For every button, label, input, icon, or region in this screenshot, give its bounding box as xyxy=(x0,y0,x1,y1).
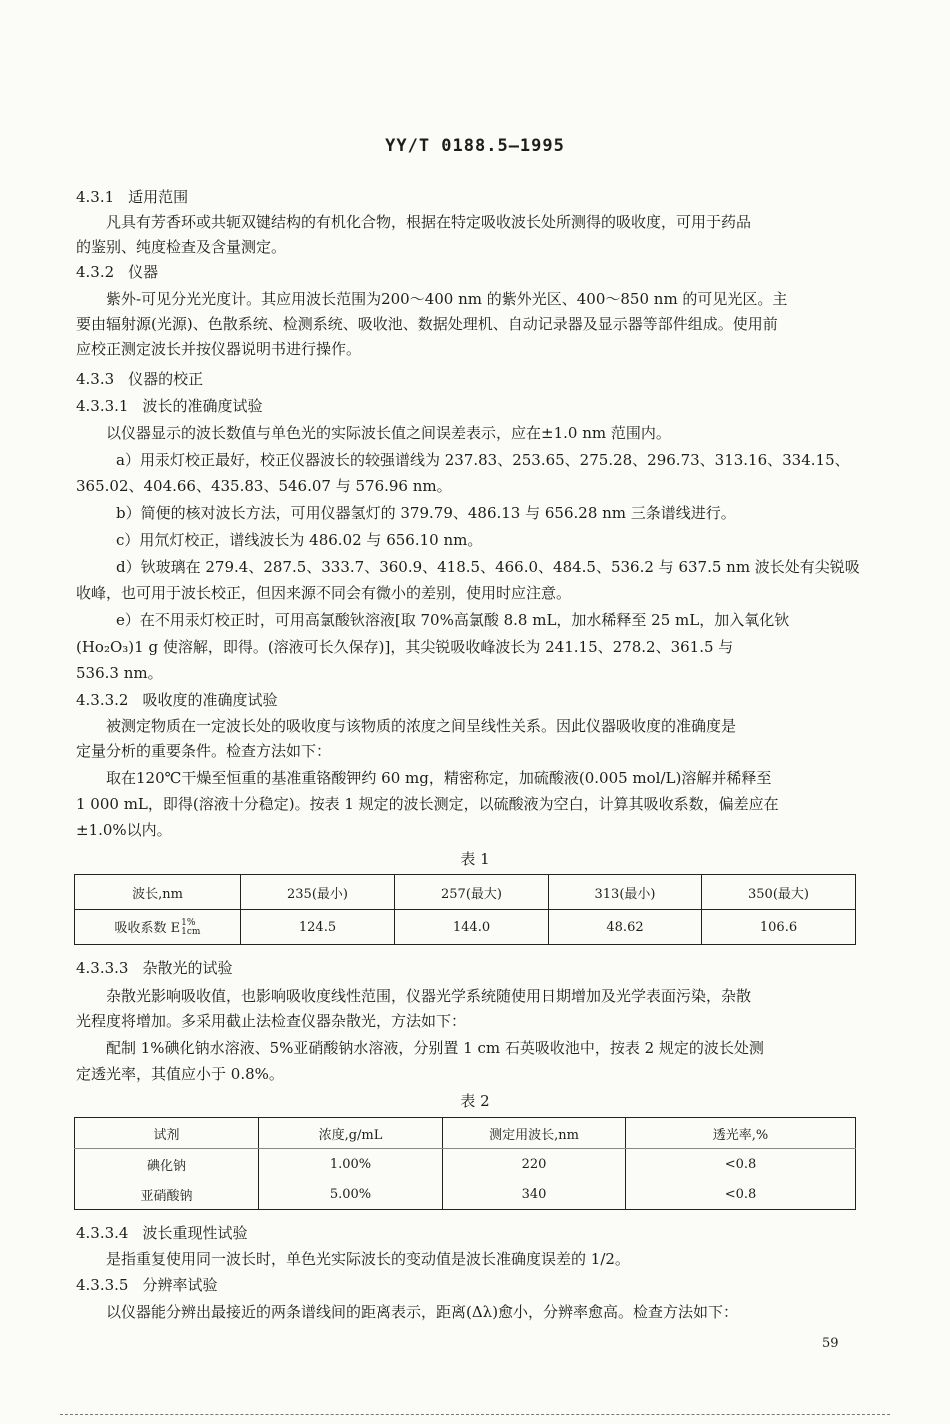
paragraph-line: 杂散光影响吸收值，也影响吸收度线性范围，仪器光学系统随使用日期增加及光学表面污染，杂散 xyxy=(106,987,752,1005)
paragraph-line: 取在120℃干燥至恒重的基准重铬酸钾约 60 mg，精密称定，加硫酸液(0.005 mol/L)溶解并稀释至 xyxy=(106,769,772,787)
table-header: 测定用波长,nm xyxy=(443,1118,626,1149)
paragraph-line: 定量分析的重要条件。检查方法如下： xyxy=(76,742,332,760)
section-heading: 4.3.2 仪器 xyxy=(76,263,159,281)
table-cell: 亚硝酸钠 xyxy=(75,1179,259,1210)
section-heading: 4.3.1 适用范围 xyxy=(76,188,189,206)
paragraph-line: 以仪器能分辨出最接近的两条谱线间的距离表示，距离(Δλ)愈小，分辨率愈高。检查方法如下： xyxy=(106,1303,739,1321)
standard-header: YY/T 0188.5—1995 xyxy=(385,136,565,156)
table-header: 浓度,g/mL xyxy=(259,1118,443,1149)
paragraph-line: 1 000 mL，即得(溶液十分稳定)。按表 1 规定的波长测定，以硫酸液为空白，计算其吸收系数，偏差应在 xyxy=(76,795,779,813)
list-item-continuation: 365.02、404.66、435.83、546.07 与 576.96 nm。 xyxy=(76,477,452,495)
table-cell: 220 xyxy=(443,1149,626,1180)
table-row xyxy=(75,1149,856,1180)
table-cell: 1.00% xyxy=(259,1149,443,1180)
list-item: c）用氘灯校正，谱线波长为 486.02 与 656.10 nm。 xyxy=(116,531,483,549)
paragraph-line: 紫外-可见分光光度计。其应用波长范围为200～400 nm 的紫外光区、400～850 nm 的可见光区。主 xyxy=(106,290,788,308)
list-item: d）钬玻璃在 279.4、287.5、333.7、360.9、418.5、466.0、484.5、536.2 与 637.5 nm 波长处有尖锐吸 xyxy=(116,558,860,576)
table-row xyxy=(75,910,856,945)
paragraph-line: 应校正测定波长并按仪器说明书进行操作。 xyxy=(76,340,362,358)
section-heading: 4.3.3.1 波长的准确度试验 xyxy=(76,397,263,415)
paragraph-line: 凡具有芳香环或共轭双键结构的有机化合物，根据在特定吸收波长处所测得的吸收度，可用于药品 xyxy=(106,213,752,231)
paragraph-line: 定透光率，其值应小于 0.8%。 xyxy=(76,1065,284,1083)
list-item: a）用汞灯校正最好，校正仪器波长的较强谱线为 237.83、253.65、275.28、296.73、313.16、334.15、 xyxy=(116,451,850,469)
subscript: 1cm xyxy=(181,927,201,938)
list-item: b）简便的核对波长方法，可用仪器氢灯的 379.79、486.13 与 656.28 nm 三条谱线进行。 xyxy=(116,504,736,522)
table-header-row xyxy=(75,1118,856,1149)
superscript: 1% xyxy=(181,918,196,929)
table-row xyxy=(75,875,856,910)
table-1-caption: 表 1 xyxy=(460,850,490,868)
page-number: 59 xyxy=(822,1336,839,1351)
paragraph-line: 以仪器显示的波长数值与单色光的实际波长值之间误差表示，应在±1.0 nm 范围内。 xyxy=(106,424,671,442)
table-row-label: 波长,nm xyxy=(75,875,241,910)
table-header: 试剂 xyxy=(75,1118,259,1149)
section-heading: 4.3.3.3 杂散光的试验 xyxy=(76,959,233,977)
table-cell: 124.5 xyxy=(241,910,395,945)
list-item-continuation: 收峰，也可用于波长校正，但因来源不同会有微小的差别，使用时应注意。 xyxy=(76,584,572,602)
table-cell: 257(最大) xyxy=(395,875,549,910)
table-cell: 5.00% xyxy=(259,1179,443,1210)
scan-edge-divider xyxy=(60,1414,890,1415)
table-cell: 235(最小) xyxy=(241,875,395,910)
table-cell: 碘化钠 xyxy=(75,1149,259,1180)
section-heading: 4.3.3.4 波长重现性试验 xyxy=(76,1224,248,1242)
table-1 xyxy=(74,874,856,945)
list-item-continuation: (Ho₂O₃)1 g 使溶解，即得。(溶液可长久保存)]，其尖锐吸收峰波长为 241.15、278.2、361.5 与 xyxy=(76,638,734,656)
list-item: e）在不用汞灯校正时，可用高氯酸钬溶液[取 70%高氯酸 8.8 mL，加水稀释至 25 mL，加入氧化钬 xyxy=(116,611,790,629)
paragraph-line: 要由辐射源(光源)、色散系统、检测系统、吸收池、数据处理机、自动记录器及显示器等部件组成。使用前 xyxy=(76,315,778,333)
table-cell: 350(最大) xyxy=(702,875,856,910)
section-heading: 4.3.3.2 吸收度的准确度试验 xyxy=(76,691,278,709)
paragraph-line: 配制 1%碘化钠水溶液、5%亚硝酸钠水溶液，分别置 1 cm 石英吸收池中，按表 2 规定的波长处测 xyxy=(106,1039,764,1057)
table-cell: 48.62 xyxy=(549,910,702,945)
table-cell: 106.6 xyxy=(702,910,856,945)
table-cell: <0.8 xyxy=(626,1149,856,1180)
table-row-label: 吸收系数 E 1% 1cm xyxy=(75,910,241,945)
section-heading: 4.3.3.5 分辨率试验 xyxy=(76,1276,218,1294)
table-header: 透光率,% xyxy=(626,1118,856,1149)
table-cell: 313(最小) xyxy=(549,875,702,910)
table-2 xyxy=(74,1117,856,1210)
table-cell: 340 xyxy=(443,1179,626,1210)
section-heading: 4.3.3 仪器的校正 xyxy=(76,370,204,388)
paragraph-line: 光程度将增加。多采用截止法检查仪器杂散光，方法如下： xyxy=(76,1012,467,1030)
paragraph-line: 的鉴别、纯度检查及含量测定。 xyxy=(76,238,287,256)
list-item-continuation: 536.3 nm。 xyxy=(76,664,163,682)
table-2-caption: 表 2 xyxy=(460,1092,490,1110)
table-row xyxy=(75,1179,856,1210)
paragraph-line: 被测定物质在一定波长处的吸收度与该物质的浓度之间呈线性关系。因此仪器吸收度的准确度是 xyxy=(106,717,737,735)
table-cell: <0.8 xyxy=(626,1179,856,1210)
table-cell: 144.0 xyxy=(395,910,549,945)
paragraph-line: ±1.0%以内。 xyxy=(76,821,172,839)
paragraph-line: 是指重复使用同一波长时，单色光实际波长的变动值是波长准确度误差的 1/2。 xyxy=(106,1250,630,1268)
